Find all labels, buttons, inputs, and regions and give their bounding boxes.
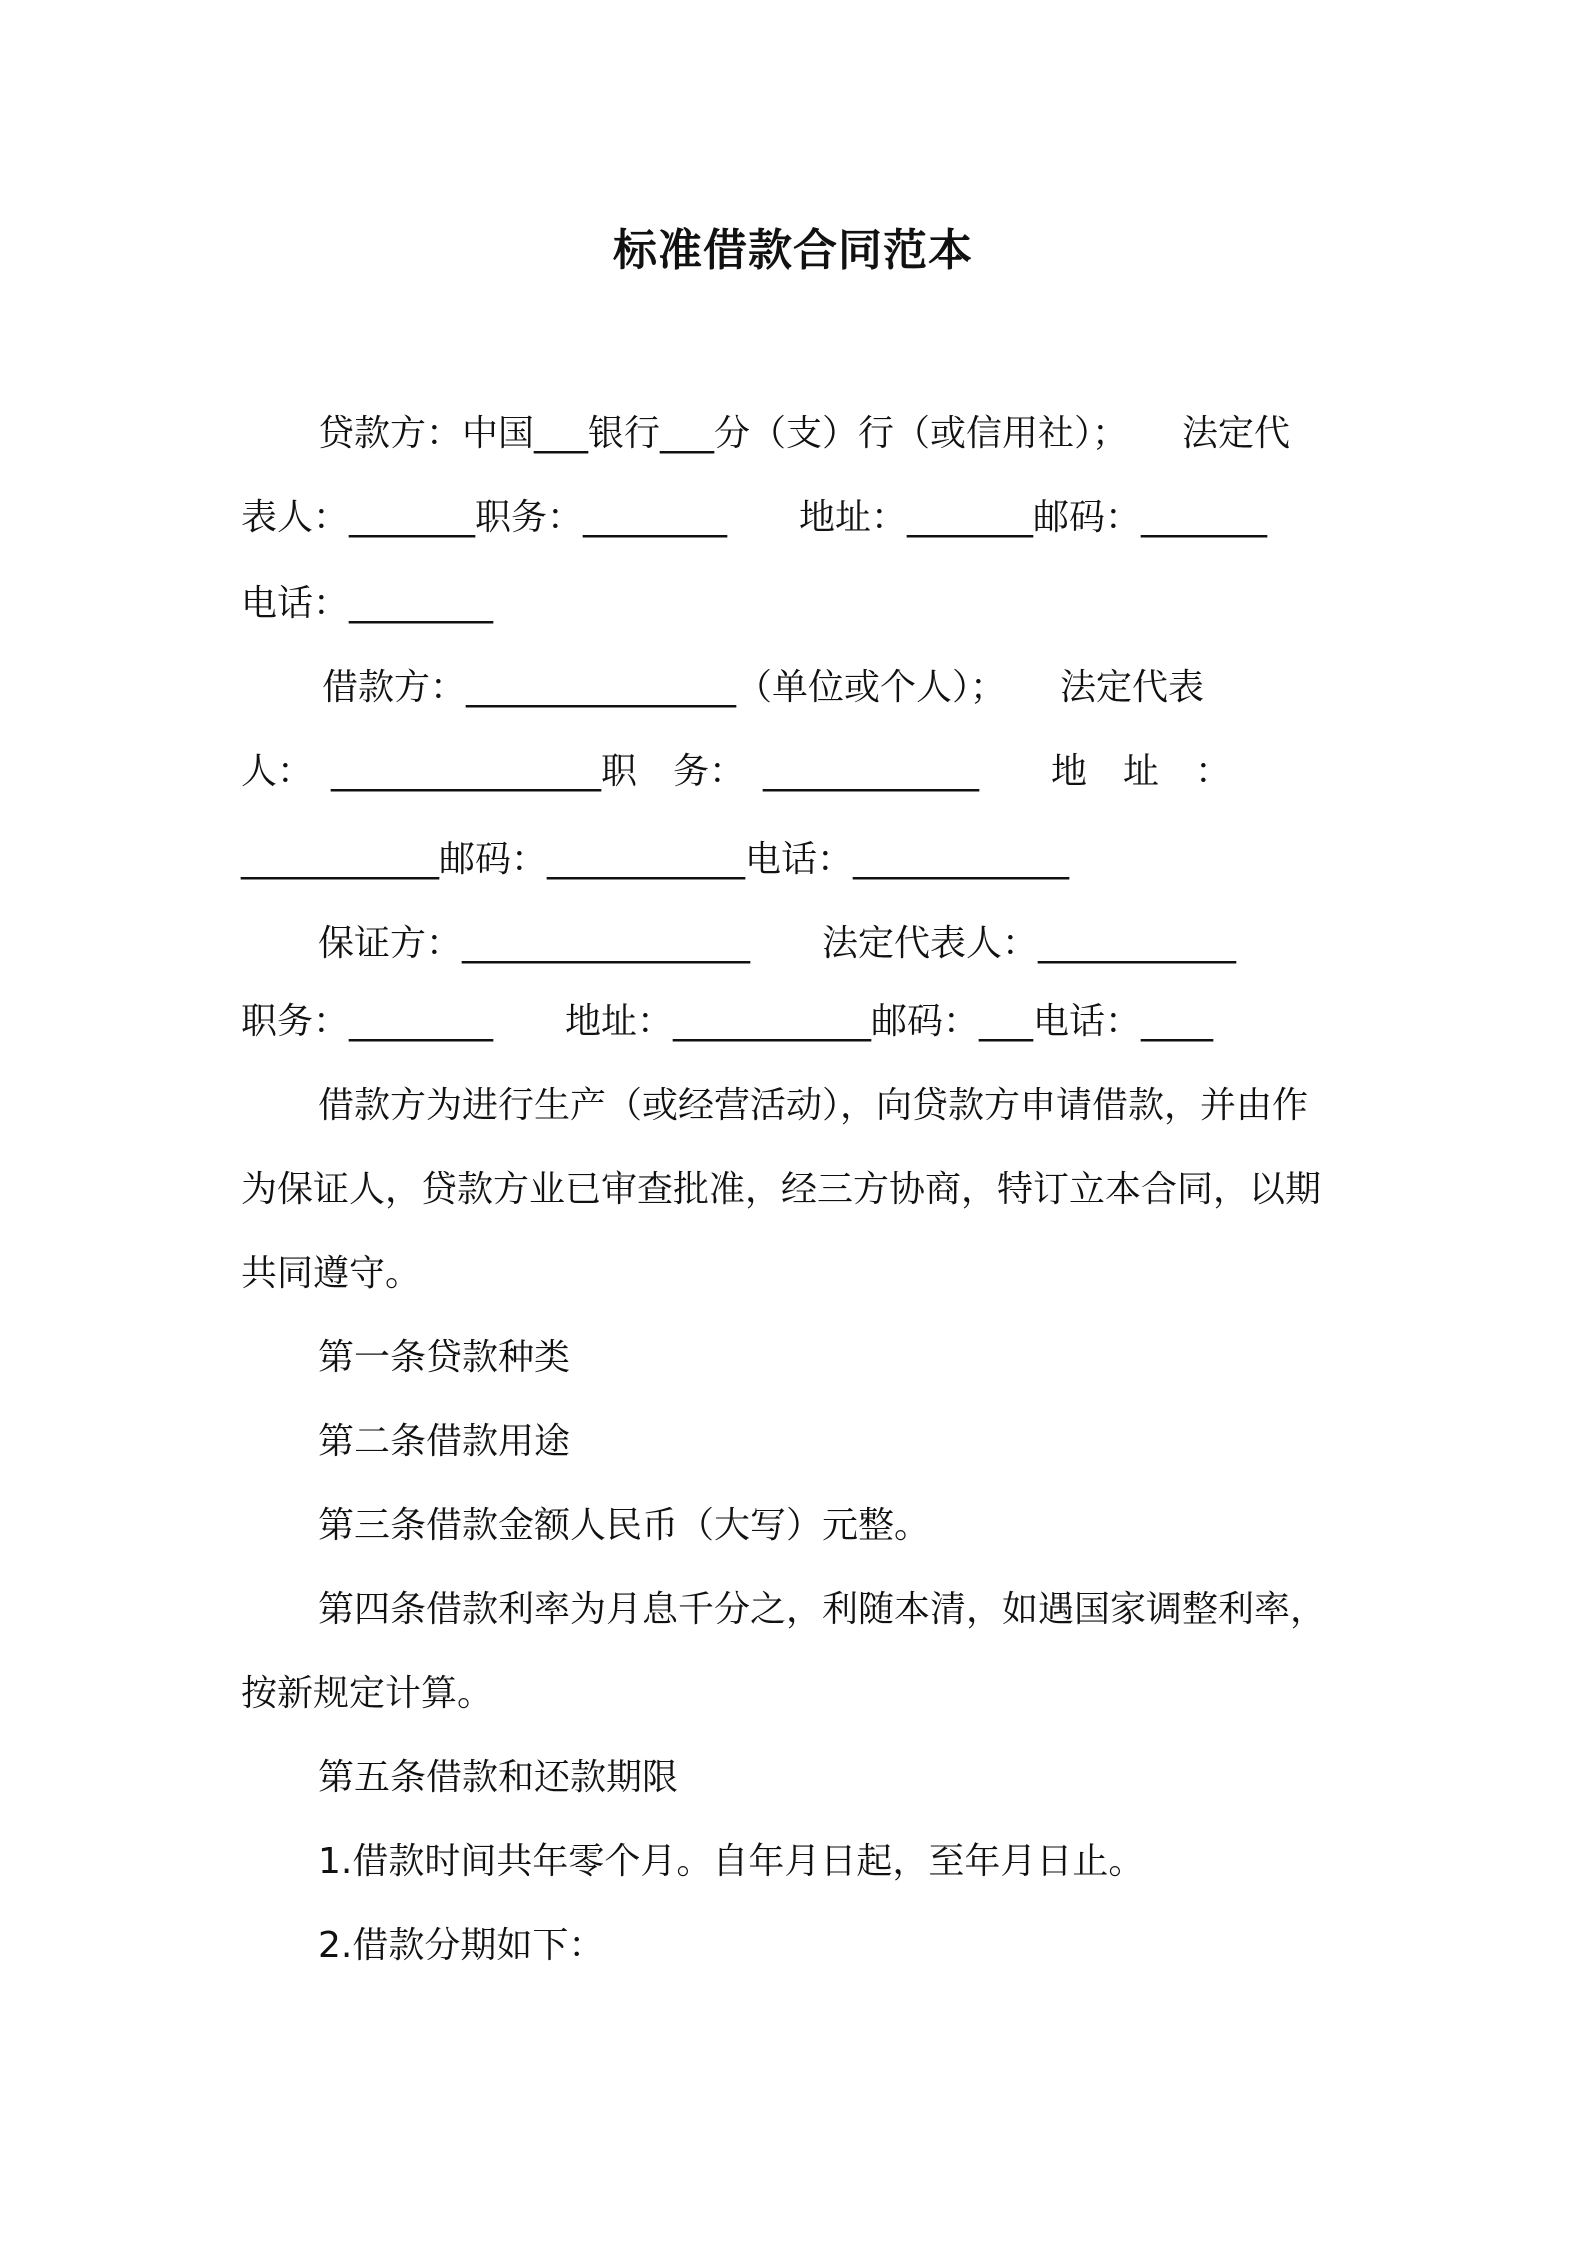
- paragraph-line: 表人：_______职务：________ 地址：_______邮码：_______: [241, 497, 1268, 538]
- paragraph-line: 贷款方：中国___银行___分（支）行（或信用社）； 法定代: [318, 413, 1291, 454]
- article-heading: 第一条贷款种类: [318, 1337, 571, 1378]
- article-heading: 第二条借款用途: [318, 1421, 571, 1462]
- paragraph-line: 职务：________ 地址：___________邮码：___电话：____: [241, 1001, 1214, 1042]
- article-heading: 第四条借款利率为月息千分之，利随本清，如遇国家调整利率，: [318, 1589, 1327, 1630]
- list-item: 1.借款时间共年零个月。自年月日起，至年月日止。: [318, 1841, 1145, 1882]
- paragraph-line: ___________邮码：___________电话：____________: [241, 839, 1070, 880]
- paragraph-line: 保证方：________________ 法定代表人：___________: [318, 923, 1237, 964]
- article-heading: 第五条借款和还款期限: [318, 1757, 679, 1798]
- paragraph-line: 电话：________: [241, 583, 494, 624]
- paragraph-line: 借款方：_______________（单位或个人）； 法定代表: [322, 667, 1205, 708]
- paragraph-line: 共同遵守。: [241, 1253, 422, 1294]
- article-heading: 第三条借款金额人民币（大写）元整。: [318, 1505, 931, 1546]
- document-title: 标准借款合同范本: [613, 225, 973, 276]
- list-item: 2.借款分期如下：: [318, 1925, 605, 1966]
- paragraph-line: 按新规定计算。: [241, 1673, 494, 1714]
- paragraph-line: 借款方为进行生产（或经营活动），向贷款方申请借款，并由作: [318, 1085, 1309, 1126]
- paragraph-line: 为保证人，贷款方业已审查批准，经三方协商，特订立本合同，以期: [241, 1169, 1322, 1210]
- paragraph-line: 人： _______________职 务： ____________ 地 址 ：: [241, 751, 1232, 792]
